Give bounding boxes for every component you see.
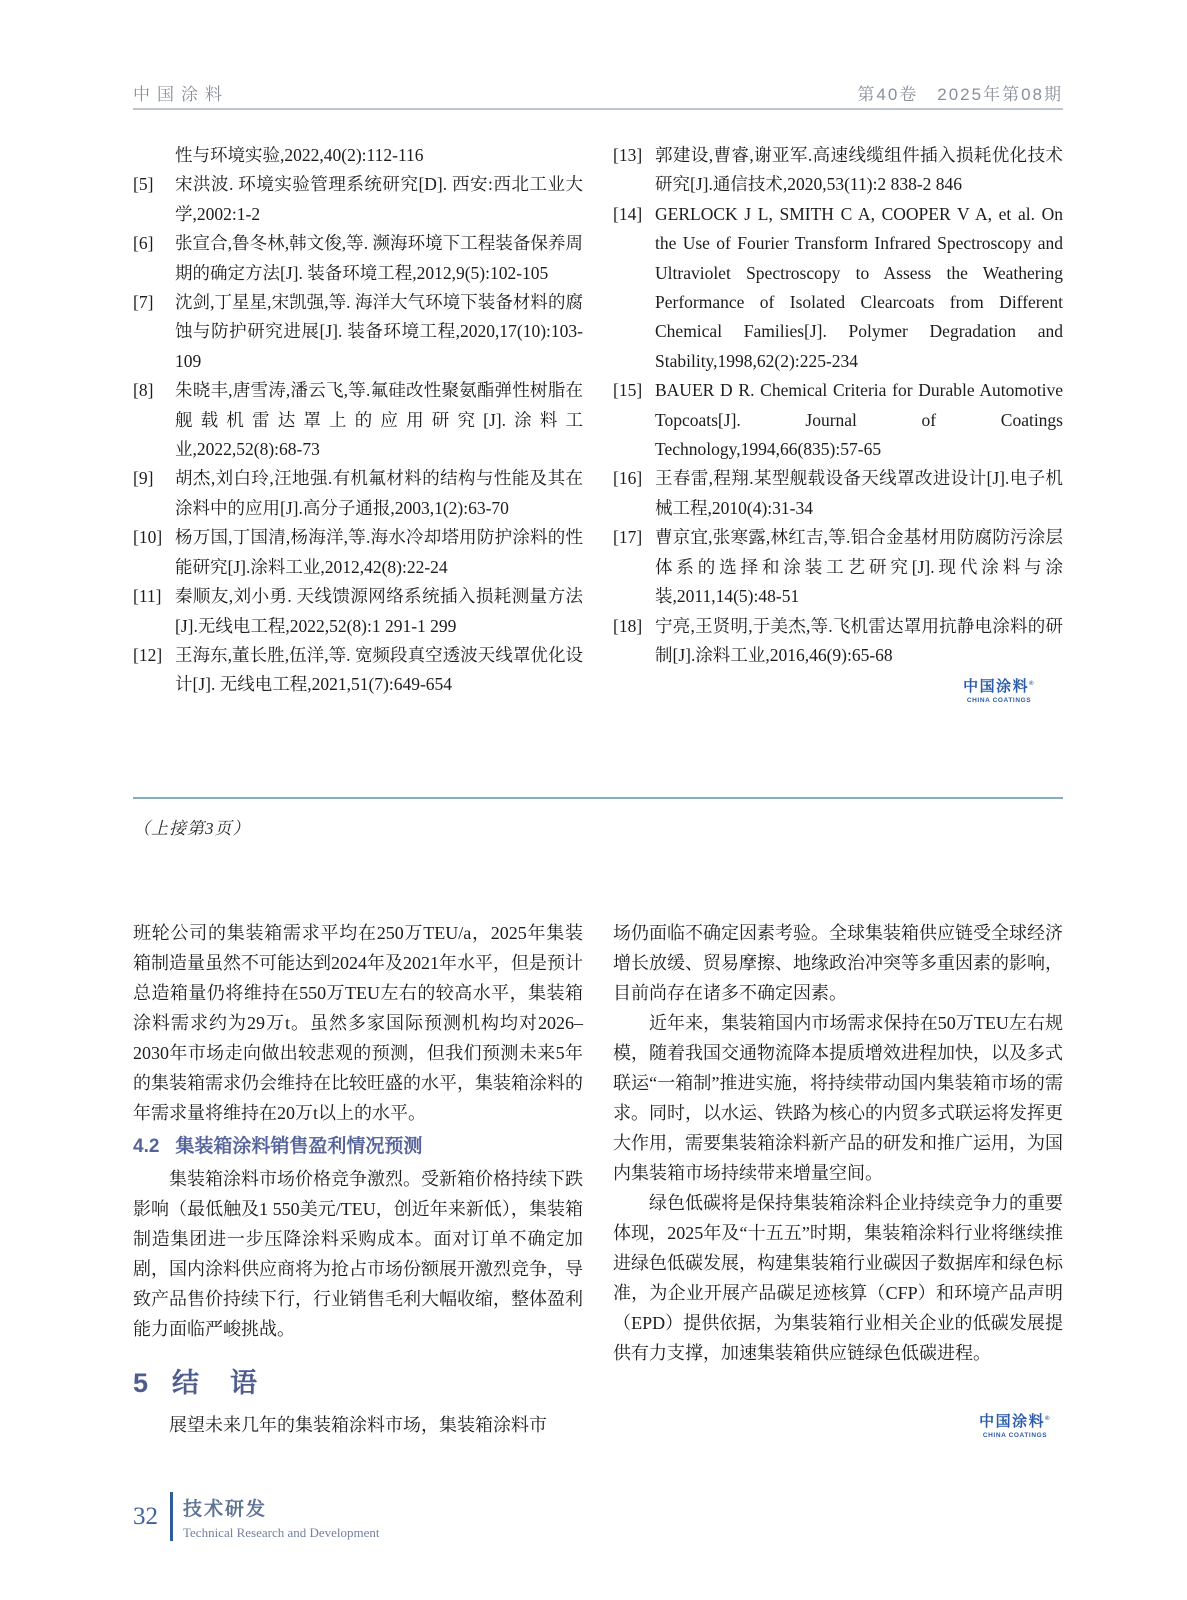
paragraph: 场仍面临不确定因素考验。全球集装箱供应链受全球经济增长放缓、贸易摩擦、地缘政治冲突等多重因素的影响，目前尚存在诸多不确定因素。 [613,923,1063,1003]
reference-item [133,464,583,523]
body-column-left [133,918,583,1440]
footer-section-title-cn: 技术研发 [183,1499,268,1520]
china-coatings-logo [979,1413,1051,1439]
registered-mark-icon: ® [1029,681,1035,688]
reference-item [133,376,583,464]
reference-item [133,523,583,582]
reference-text: 郭建设,曹睿,谢亚军.高速线缆组件插入损耗优化技术研究[J].通信技术,2020,53(11):2 838-2 846 [655,145,1063,195]
reference-text: 宁亮,王贤明,于美杰,等.飞机雷达罩用抗静电涂料的研制[J].涂料工业,2016,46(9):65-68 [655,615,1063,665]
reference-item [133,582,583,641]
reference-text: 秦顺友,刘小勇. 天线馈源网络系统插入损耗测量方法[J].无线电工程,2022,52(8):1 291-1 299 [175,586,583,636]
body-column-right [613,918,1063,1440]
logo-en-text: CHINA COATINGS [982,1432,1048,1439]
reference-label: [13] [613,145,643,165]
reference-column-right [613,141,1063,707]
heading-number: 4.2 [133,1136,160,1157]
reference-text: 张宣合,鲁冬林,韩文俊,等. 濒海环境下工程装备保养周期的确定方法[J]. 装备环境工程,2012,9(5):102-105 [175,233,583,283]
logo-cn-text: 中国涂料® [979,1413,1051,1431]
reference-text: 王春雷,程翔.某型舰载设备天线罩改进设计[J].电子机械工程,2010(4):31-34 [655,468,1063,518]
footer-divider-bar [170,1492,173,1541]
footer-titles [183,1492,380,1541]
reference-label: [17] [613,527,643,548]
reference-label: [7] [133,292,154,313]
paragraph: 班轮公司的集装箱需求平均在250万TEU/a，2025年集装箱制造量虽然不可能达到2024年及2021年水平，但是预计总造箱量仍将维持在550万TEU左右的较高水平，集装箱涂料需求约为29万t。虽然多家国际预测机构均对2026–2030年市场走向做出较悲观的预测，但我们预测未来5年的集装箱需求仍会维持在比较旺盛的水平，集装箱涂料的年需求量将维持在20万t以上的水平。 [133,923,583,1123]
registered-mark-icon: ® [1045,1416,1051,1423]
reference-text: 曹京宜,张寒露,林红吉,等.铝合金基材用防腐防污涂层体系的选择和涂装工艺研究[J].现代涂料与涂装,2011,14(5):48-51 [655,527,1063,607]
reference-label: [15] [613,380,643,401]
section-heading-5 [133,1366,583,1400]
reference-column-left [133,141,583,707]
reference-label: [9] [133,468,154,489]
reference-label: [18] [613,615,643,636]
section-heading-4-2 [133,1132,583,1162]
reference-label: [16] [613,468,643,489]
reference-item [613,376,1063,464]
china-coatings-logo [963,678,1035,704]
reference-item [613,523,1063,611]
reference-label: [5] [133,174,154,195]
reference-text: 杨万国,丁国清,杨海洋,等.海水冷却塔用防护涂料的性能研究[J].涂料工业,2012,42(8):22-24 [175,527,583,577]
heading-title: 集装箱涂料销售盈利情况预测 [175,1136,423,1157]
reference-label: [14] [613,203,643,224]
reference-section [133,141,1063,707]
reference-label: [11] [133,586,162,607]
paragraph: 展望未来几年的集装箱涂料市场，集装箱涂料市 [169,1415,547,1435]
logo-container [613,678,1063,707]
reference-text: 宋洪波. 环境实验管理系统研究[D]. 西安:西北工业大学,2002:1-2 [175,174,583,224]
page-header [133,80,1063,105]
paragraph: 近年来，集装箱国内市场需求保持在50万TEU左右规模，随着我国交通物流降本提质增效进程加快，以及多式联运“一箱制”推进实施，将持续带动国内集装箱市场的需求。同时，以水运、铁路为核心的内贸多式联运将发挥更大作用，需要集装箱涂料新产品的研发和推广运用，为国内集装箱市场持续带来增量空间。 [613,1013,1063,1183]
issue-info: 第40卷 2025年第08期 [857,85,1063,104]
reference-item [613,200,1063,376]
reference-text: GERLOCK J L, SMITH C A, COOPER V A, et al. On the Use of Fourier Transform Infrared Spectroscopy and Ultraviolet Spectroscopy to Assess the Weathering Performance of Isolated Clearcoats from Different Chemical Families[J]. Polymer Degradation and Stability,1998,62(2):225-234 [655,203,1063,371]
heading-number: 5 [133,1368,151,1398]
reference-text: BAUER D R. Chemical Criteria for Durable Automotive Topcoats[J]. Journal of Coatings Technology,1994,66(835):57-65 [655,380,1063,460]
reference-text: 胡杰,刘白玲,汪地强.有机氟材料的结构与性能及其在涂料中的应用[J].高分子通报,2003,1(2):63-70 [175,468,583,518]
logo-container [979,1413,1051,1442]
reference-text: 王海东,董长胜,伍洋,等. 宽频段真空透波天线罩优化设计[J]. 无线电工程,2021,51(7):649-654 [175,644,583,695]
page-footer [133,1492,380,1541]
reference-item [613,612,1063,671]
logo-en-text: CHINA COATINGS [966,696,1032,704]
paragraph: 集装箱涂料市场价格竞争激烈。受新箱价格持续下跌影响（最低触及1 550美元/TEU，创近年来新低），集装箱制造集团进一步压降涂料采购成本。面对订单不确定加剧，国内涂料供应商将为抢占市场份额展开激烈竞争，导致产品售价持续下行，行业销售毛利大幅收缩，整体盈利能力面临严峻挑战。 [133,1169,583,1339]
header-divider [133,108,1063,110]
reference-item [133,141,583,170]
article-divider [133,797,1063,799]
reference-item [613,141,1063,200]
footer-section-title-en: Technical Research and Development [183,1525,380,1540]
reference-text: 朱晓丰,唐雪涛,潘云飞,等.氟硅改性聚氨酯弹性树脂在舰载机雷达罩上的应用研究[J].涂料工业,2022,52(8):68-73 [175,380,583,460]
reference-label: [6] [133,233,154,254]
reference-text: 性与环境实验,2022,40(2):112-116 [175,145,424,165]
reference-item [133,229,583,288]
reference-label: [8] [133,380,154,401]
heading-title: 结 语 [172,1368,260,1398]
reference-item [133,641,583,700]
reference-label: [12] [133,644,163,665]
paragraph: 绿色低碳将是保持集装箱涂料企业持续竞争力的重要体现，2025年及“十五五”时期，集装箱涂料行业将继续推进绿色低碳发展，构建集装箱行业碳因子数据库和绿色标准，为企业开展产品碳足迹核算（CFP）和环境产品声明（EPD）提供依据，为集装箱行业相关企业的低碳发展提供有力支撑，加速集装箱供应链绿色低碳进程。 [613,1193,1063,1363]
logo-cn-text: 中国涂料® [963,678,1035,696]
reference-label: [10] [133,527,163,548]
article-body [133,918,1063,1440]
page-number: 32 [133,1503,158,1530]
reference-item [133,170,583,229]
reference-item [613,464,1063,523]
reference-item [133,288,583,376]
reference-text: 沈剑,丁星星,宋凯强,等. 海洋大气环境下装备材料的腐蚀与防护研究进展[J]. 装备环境工程,2020,17(10):103-109 [175,292,583,371]
journal-title: 中国涂料 [133,85,229,104]
continuation-note: （上接第3页） [133,819,251,838]
